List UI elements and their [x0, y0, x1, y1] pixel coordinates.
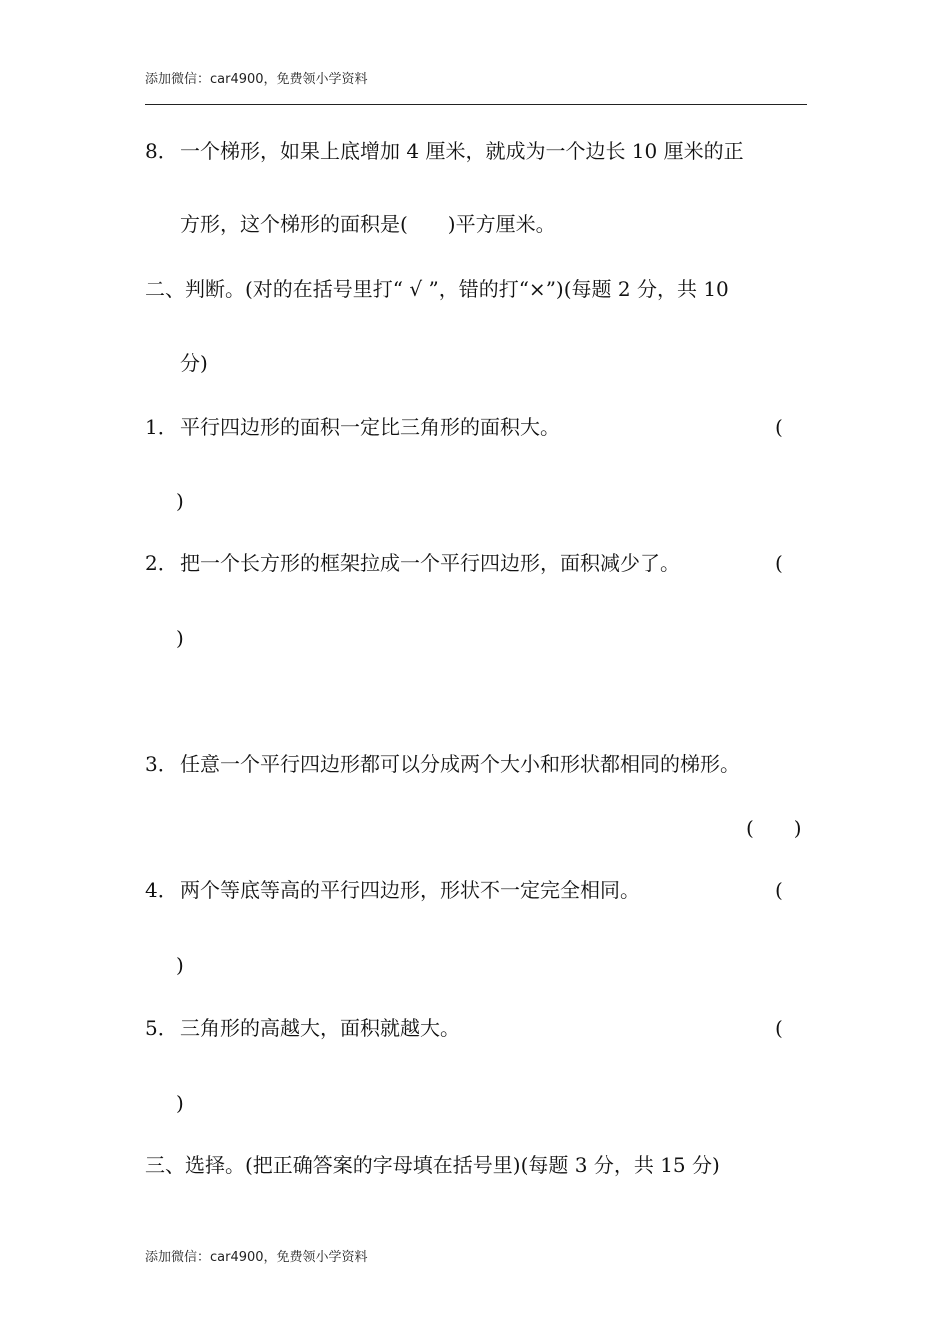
item-text: 两个等底等高的平行四边形，形状不一定完全相同。 [180, 878, 640, 902]
judge-item-2-close [0, 626, 950, 650]
item-text: 任意一个平行四边形都可以分成两个大小和形状都相同的梯形。 [180, 752, 740, 776]
question-text: 一个梯形，如果上底增加 4 厘米，就成为一个边长 10 厘米的正 [180, 139, 744, 163]
page-footer-text: 添加微信：car4900，免费领小学资料 [145, 1250, 368, 1265]
answer-paren-close: ) [176, 489, 184, 513]
section-title-continued: 分) [180, 351, 208, 375]
section-title: 三、选择。(把正确答案的字母填在括号里)(每题 3 分，共 15 分) [145, 1153, 720, 1177]
judge-item-4-close [0, 953, 950, 977]
answer-paren-open[interactable]: ( [775, 1016, 783, 1040]
judge-item-2 [0, 551, 950, 575]
answer-paren-close: ) [176, 953, 184, 977]
judge-item-5-close [0, 1091, 950, 1115]
item-number: 1． [145, 415, 178, 439]
answer-paren-close: ) [176, 1091, 184, 1115]
item-text: 把一个长方形的框架拉成一个平行四边形，面积减少了。 [180, 551, 680, 575]
item-text: 三角形的高越大，面积就越大。 [180, 1016, 460, 1040]
answer-paren-open[interactable]: ( [775, 878, 783, 902]
item-number: 4． [145, 878, 178, 902]
question-8-continued [0, 212, 950, 236]
judge-item-3-answer [0, 816, 950, 840]
item-number: 5． [145, 1016, 178, 1040]
page-header-text: 添加微信：car4900，免费领小学资料 [145, 72, 368, 87]
judge-item-4 [0, 878, 950, 902]
section-2-heading-continued [0, 351, 950, 375]
header-divider [145, 104, 807, 105]
item-number: 2． [145, 551, 178, 575]
section-2-heading [0, 277, 950, 301]
answer-paren-open[interactable]: ( [775, 415, 783, 439]
section-3-heading [0, 1153, 950, 1177]
item-number: 3． [145, 752, 178, 776]
answer-blank[interactable]: ( ) [746, 816, 802, 840]
judge-item-5 [0, 1016, 950, 1040]
section-title: 二、判断。(对的在括号里打“ √ ”，错的打“×”)(每题 2 分，共 10 [145, 277, 729, 301]
judge-item-1 [0, 415, 950, 439]
judge-item-3 [0, 752, 950, 776]
item-text: 平行四边形的面积一定比三角形的面积大。 [180, 415, 560, 439]
question-number: 8． [145, 139, 178, 163]
judge-item-1-close [0, 489, 950, 513]
question-8 [0, 139, 950, 163]
question-text-continued: 方形，这个梯形的面积是( )平方厘米。 [180, 212, 556, 236]
answer-paren-open[interactable]: ( [775, 551, 783, 575]
answer-paren-close: ) [176, 626, 184, 650]
